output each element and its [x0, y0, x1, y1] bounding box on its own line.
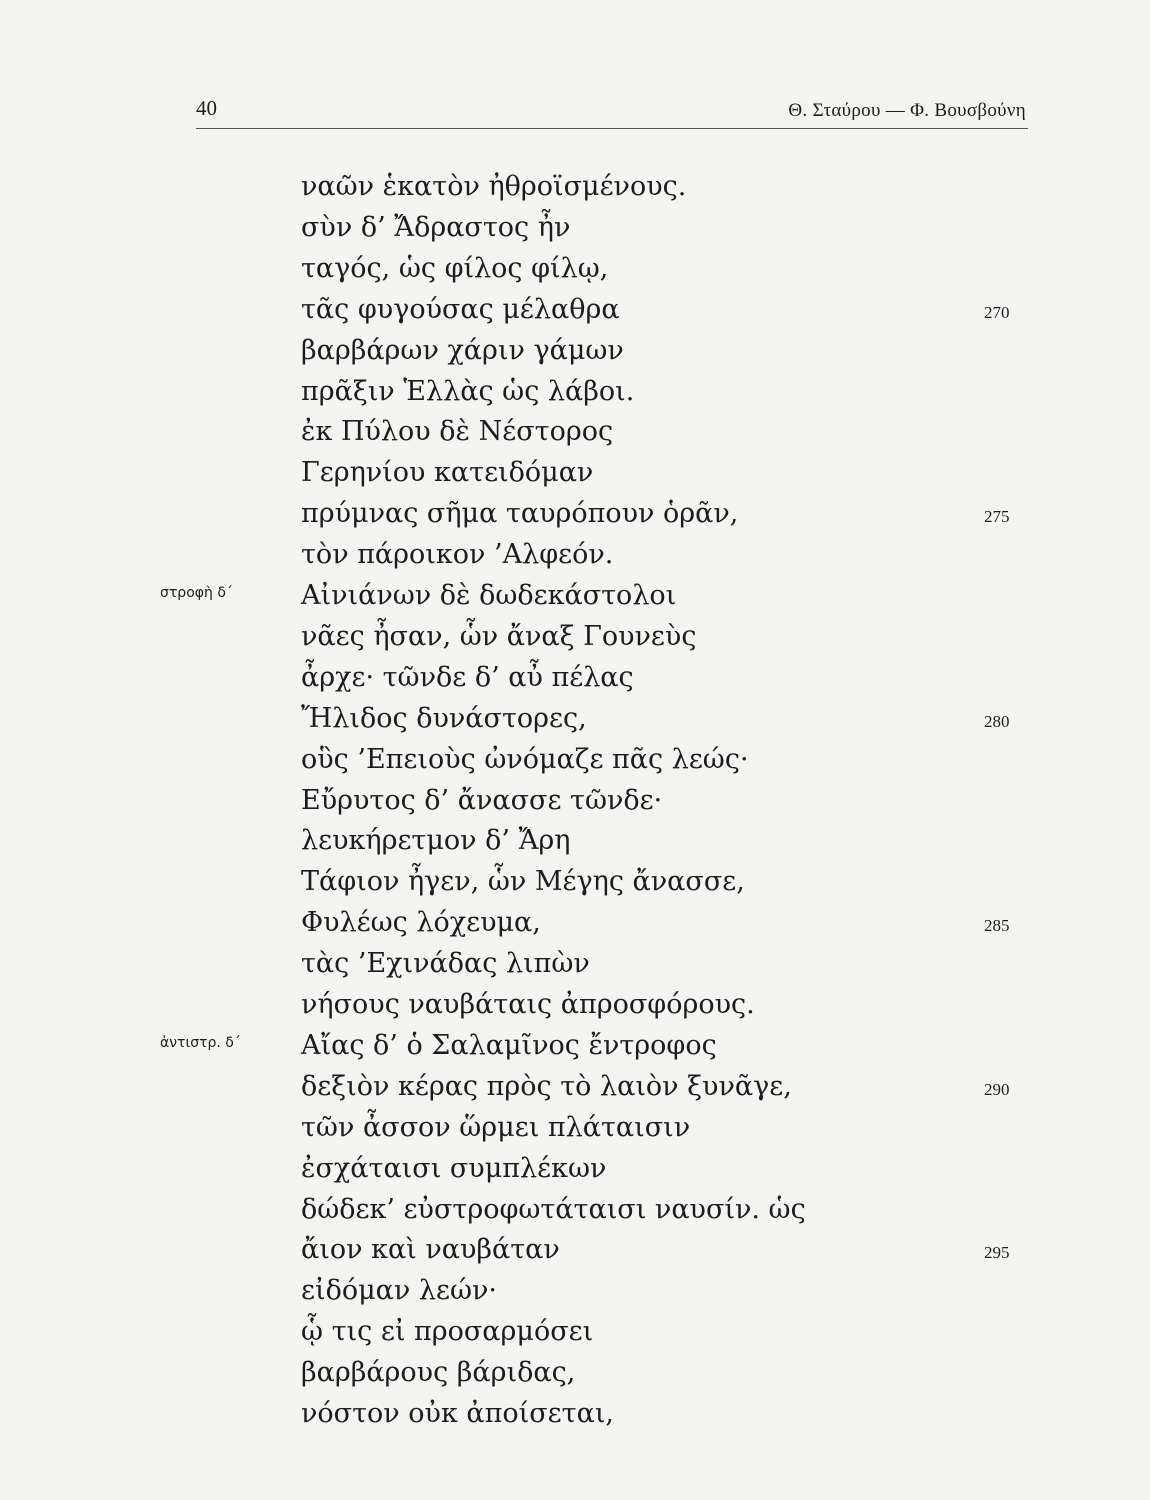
verse-line-text: τῶν ἆσσον ὥρμει πλάταισιν [301, 1112, 691, 1143]
line-number: 270 [984, 303, 1010, 322]
verse-line-text: Γερηνίου κατειδόμαν [301, 457, 594, 488]
verse-line-text: δεξιὸν κέρας πρὸς τὸ λαιὸν ξυνᾶγε, [301, 1071, 792, 1102]
verse-line-text: τὸν πάροικον ’Αλφεόν. [301, 539, 614, 570]
verse-line-text: ἄιον καὶ ναυβάταν [301, 1234, 560, 1265]
verse-line-text: ναῶν ἑκατὸν ἠθροϊσμένους. [301, 171, 687, 202]
verse-line-text: πρᾶξιν Ἑλλὰς ὡς λάβοι. [301, 376, 635, 407]
strophe-label: στροφὴ δ΄ [160, 585, 233, 601]
verse-line-text: οὓς ’Επειοὺς ὠνόμαζε πᾶς λεώς· [301, 744, 749, 775]
verse-line-text: ταγός, ὡς φίλος φίλῳ, [301, 253, 609, 284]
verse-line-text: σὺν δ’ Ἄδραστος ἦν [301, 212, 571, 243]
verse-line-text: ᾧ τις εἰ προσαρμόσει [301, 1316, 594, 1347]
verse-line-text: τᾶς φυγούσας μέλαθρα [301, 294, 620, 325]
verse-line-text: βαρβάρων χάριν γάμων [301, 335, 624, 366]
verse-line-text: Ἤλιδος δυνάστορες, [301, 703, 587, 734]
page-number: 40 [196, 96, 217, 120]
verse-line-text: ἆρχε· τῶνδε δ’ αὖ πέλας [301, 662, 634, 693]
verse-line-text: Αἴας δ’ ὁ Σαλαμῖνος ἔντροφος [301, 1030, 717, 1061]
verse-line-text: τὰς ’Εχινάδας λιπὼν [301, 948, 590, 979]
verse-line-text: λευκήρετμον δ’ Ἄρη [301, 825, 571, 856]
verse-line-text: Φυλέως λόχευμα, [301, 907, 541, 938]
verse-line-text: νᾶες ἦσαν, ὧν ἄναξ Γουνεὺς [301, 621, 697, 652]
running-head: Θ. Σταύρου — Φ. Βουσβούνη [788, 100, 1026, 121]
line-number: 280 [984, 712, 1010, 731]
verse-line-text: ἐκ Πύλου δὲ Νέστορος [301, 416, 614, 447]
verse-line-text: βαρβάρους βάριδας, [301, 1357, 576, 1388]
verse-line-text: Τάφιον ἦγεν, ὧν Μέγης ἄνασσε, [301, 866, 745, 897]
verse-line-text: ἐσχάταισι συμπλέκων [301, 1153, 607, 1184]
strophe-label: ἀντιστρ. δ΄ [160, 1035, 241, 1051]
verse-line-text: Αἰνιάνων δὲ δωδεκάστολοι [301, 580, 677, 611]
line-number: 275 [984, 507, 1010, 526]
verse-line-text: νόστον οὐκ ἀποίσεται, [301, 1398, 614, 1429]
verse-line-text: νήσους ναυβάταις ἀπροσφόρους. [301, 989, 755, 1020]
verse-line-text: Εὔρυτος δ’ ἄνασσε τῶνδε· [301, 785, 663, 816]
verse-line [0, 1397, 1150, 1447]
line-number: 285 [984, 916, 1010, 935]
verse-line-text: πρύμνας σῆμα ταυρόπουν ὁρᾶν, [301, 498, 739, 529]
verse-line-text: εἰδόμαν λεών· [301, 1275, 497, 1306]
verse-line-text: δώδεκ’ εὐστροφωτάταισι ναυσίν. ὡς [301, 1194, 806, 1225]
line-number: 295 [984, 1243, 1010, 1262]
line-number: 290 [984, 1080, 1010, 1099]
